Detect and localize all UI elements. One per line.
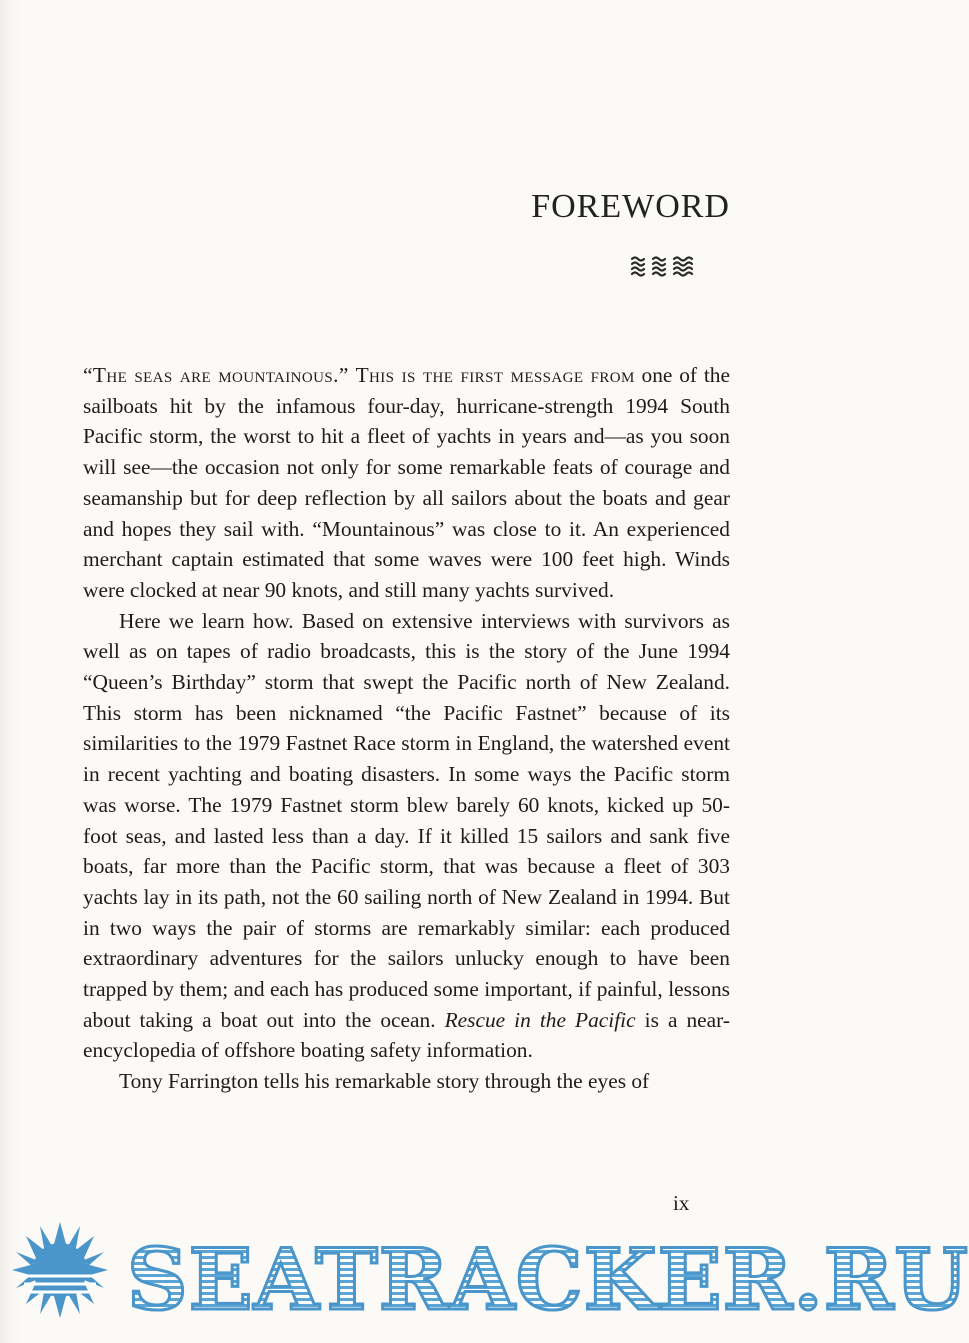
watermark-text: SEATRACKER.RU: [127, 1230, 969, 1329]
book-title-italic: Rescue in the Pacific: [444, 1007, 636, 1032]
foreword-body: [83, 360, 730, 1097]
sun-burst-icon: [12, 1222, 108, 1318]
paragraph-1-text: one of the sailboats hit by the infamous four-day, hurricane-strength 1994 South Pacific storm, the worst to hit a fleet of yachts in years and—as you soon will see—the occasion not only for some remarkable feats of courage and seamanship but for deep reflection by all sailors about the boats and gear and hopes they sail with. “Mountainous” was close to it. An experienced merchant captain estimated that some waves were 100 feet high. Winds were clocked at near 90 knots, and still many yachts survived.: [83, 363, 730, 602]
paragraph-3-text: Tony Farrington tells his remarkable story through the eyes of: [119, 1069, 650, 1094]
page-number: ix: [673, 1191, 690, 1215]
opening-smallcaps: “The seas are mountainous.” This is the first message from: [83, 363, 635, 387]
chapter-title: FOREWORD: [531, 188, 730, 225]
paragraph-3: [83, 1066, 730, 1097]
wave-ornament-icon: [630, 254, 694, 276]
paragraph-2-text: Here we learn how. Based on extensive interviews with survivors as well as on tapes of radio broadcasts, this is the story of the June 1994 “Queen’s Birthday” storm that swept the Pacific north of New Zealand. This storm has been nicknamed “the Pacific Fastnet” because of its similarities to the 1979 Fastnet Race storm in England, the watershed event in recent yachting and boating disasters. In some ways the Pacific storm was worse. The 1979 Fastnet storm blew barely 60 knots, kicked up 50-foot seas, and lasted less than a day. If it killed 15 sailors and sank five boats, far more than the Pacific storm, that was because a fleet of 303 yachts lay in its path, not the 60 sailing north of New Zealand in 1994. But in two ways the pair of storms are remarkably similar: each produced extraordinary adventures for the sailors unlucky enough to have been trapped by them; and each has produced some important, if painful, lessons about taking a boat out into the ocean.: [83, 608, 730, 1032]
paragraph-1: [83, 360, 730, 606]
paragraph-2-text-end: is a near-encyclopedia of offshore boating safety information.: [83, 1007, 730, 1063]
paragraph-2: [83, 606, 730, 1067]
